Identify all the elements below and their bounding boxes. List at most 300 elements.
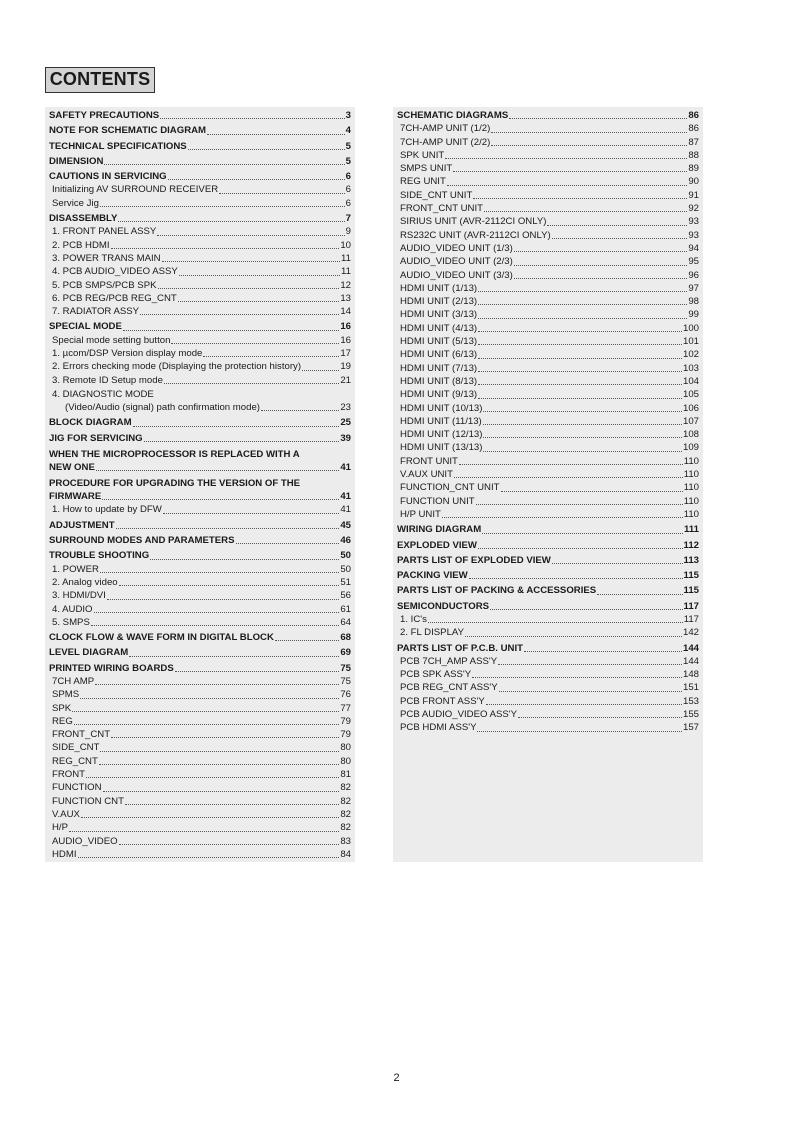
toc-entry[interactable] bbox=[49, 265, 351, 278]
toc-entry[interactable] bbox=[49, 549, 351, 562]
toc-entry[interactable] bbox=[397, 175, 699, 188]
toc-entry[interactable] bbox=[49, 741, 351, 754]
toc-entry-page: 91 bbox=[688, 189, 699, 201]
dot-leader bbox=[86, 777, 339, 778]
page-title: CONTENTS bbox=[45, 67, 155, 93]
dot-leader bbox=[107, 599, 339, 600]
dot-leader bbox=[447, 185, 687, 186]
toc-entry[interactable] bbox=[397, 375, 699, 388]
toc-entry-label: PRINTED WIRING BOARDS bbox=[49, 662, 174, 674]
toc-entry-page: 39 bbox=[340, 432, 351, 444]
toc-entry-page: 108 bbox=[682, 429, 699, 441]
toc-entry-page: 87 bbox=[688, 136, 699, 148]
toc-entry[interactable] bbox=[49, 320, 351, 333]
toc-entry[interactable] bbox=[397, 668, 699, 681]
toc-entry[interactable] bbox=[397, 721, 699, 734]
dot-leader bbox=[478, 384, 682, 385]
toc-entry[interactable] bbox=[49, 675, 351, 688]
toc-entry-page: 5 bbox=[345, 155, 351, 167]
toc-entry[interactable] bbox=[49, 239, 351, 252]
dot-leader bbox=[111, 737, 339, 738]
toc-entry-label: SURROUND MODES AND PARAMETERS bbox=[49, 535, 235, 547]
toc-entry-page: 21 bbox=[340, 374, 351, 386]
toc-entry-page: 101 bbox=[682, 336, 699, 348]
toc-entry[interactable] bbox=[397, 495, 699, 508]
toc-entry[interactable] bbox=[397, 149, 699, 162]
toc-entry-label: 2. FL DISPLAY bbox=[400, 627, 464, 639]
toc-entry-label: SMPS UNIT bbox=[400, 163, 453, 175]
toc-entry-label: JIG FOR SERVICING bbox=[49, 432, 143, 444]
toc-entry[interactable] bbox=[49, 374, 351, 387]
toc-entry-label: SPECIAL MODE bbox=[49, 321, 122, 333]
toc-entry-page: 51 bbox=[340, 576, 351, 588]
toc-entry-page: 99 bbox=[688, 309, 699, 321]
toc-entry-page: 88 bbox=[688, 149, 699, 161]
toc-entry[interactable] bbox=[49, 447, 351, 461]
toc-entry[interactable] bbox=[397, 295, 699, 308]
toc-entry-label: HDMI UNIT (3/13) bbox=[400, 309, 478, 321]
dot-leader bbox=[478, 344, 682, 345]
toc-entry-label: FRONT bbox=[52, 769, 86, 781]
toc-entry-page: 69 bbox=[340, 647, 351, 659]
toc-entry-page: 110 bbox=[683, 455, 699, 467]
dot-leader bbox=[111, 248, 340, 249]
toc-entry-label: 2. Analog video bbox=[52, 576, 118, 588]
toc-entry-label: 1. How to update by DFW bbox=[52, 504, 162, 516]
toc-entry-page: 105 bbox=[682, 389, 699, 401]
dot-leader bbox=[203, 356, 339, 357]
toc-entry-page: 77 bbox=[340, 702, 351, 714]
toc-entry[interactable] bbox=[49, 835, 351, 848]
toc-entry-page: 82 bbox=[340, 795, 351, 807]
dot-leader bbox=[236, 543, 340, 544]
dot-leader bbox=[158, 288, 340, 289]
toc-entry[interactable] bbox=[49, 768, 351, 781]
toc-entry-page: 113 bbox=[683, 554, 699, 566]
toc-entry-label: H/P UNIT bbox=[400, 508, 441, 520]
toc-entry-page: 50 bbox=[340, 550, 351, 562]
toc-entry-label: DIMENSION bbox=[49, 155, 104, 167]
toc-entry-label: HDMI UNIT (4/13) bbox=[400, 322, 478, 334]
dot-leader bbox=[144, 441, 340, 442]
toc-entry[interactable] bbox=[49, 225, 351, 238]
toc-entry[interactable] bbox=[49, 305, 351, 318]
toc-entry-label: 7CH-AMP UNIT (2/2) bbox=[400, 136, 491, 148]
toc-entry-page: 98 bbox=[688, 296, 699, 308]
toc-entry-page: 97 bbox=[688, 282, 699, 294]
toc-entry[interactable] bbox=[49, 688, 351, 701]
toc-entry-label: 1. IC's bbox=[400, 613, 427, 625]
toc-entry[interactable] bbox=[49, 848, 351, 861]
toc-entry-label: REG bbox=[52, 715, 73, 727]
toc-entry[interactable] bbox=[49, 212, 351, 225]
toc-entry-label: SAFETY PRECAUTIONS bbox=[49, 110, 160, 121]
dot-leader bbox=[478, 304, 687, 305]
toc-entry-page: 82 bbox=[340, 782, 351, 794]
dot-leader bbox=[509, 118, 687, 119]
toc-entry-page: 16 bbox=[340, 334, 351, 346]
toc-entry[interactable] bbox=[49, 292, 351, 305]
toc-entry[interactable] bbox=[397, 481, 699, 494]
toc-entry-page: 93 bbox=[688, 216, 699, 228]
toc-entry[interactable] bbox=[397, 441, 699, 454]
toc-entry-page: 110 bbox=[683, 495, 699, 507]
toc-entry-page: 14 bbox=[340, 306, 351, 318]
dot-leader bbox=[552, 563, 683, 564]
toc-entry[interactable] bbox=[49, 252, 351, 265]
toc-entry-label: REG UNIT bbox=[400, 176, 446, 188]
dot-leader bbox=[175, 671, 340, 672]
toc-entry[interactable] bbox=[397, 626, 699, 639]
toc-entry-label: FRONT_CNT UNIT bbox=[400, 203, 483, 215]
dot-leader bbox=[102, 499, 339, 500]
toc-entry-label: WIRING DIAGRAM bbox=[397, 524, 482, 536]
toc-entry-label: TROUBLE SHOOTING bbox=[49, 550, 150, 562]
toc-entry-label: 4. AUDIO bbox=[52, 603, 93, 615]
toc-entry[interactable] bbox=[397, 122, 699, 135]
dot-leader bbox=[91, 625, 339, 626]
dot-leader bbox=[116, 528, 340, 529]
dot-leader bbox=[514, 265, 687, 266]
toc-entry[interactable] bbox=[49, 140, 351, 153]
toc-entry-page: 12 bbox=[340, 279, 351, 291]
dot-leader bbox=[261, 410, 339, 411]
toc-entry-label: CAUTIONS IN SERVICING bbox=[49, 171, 167, 183]
dot-leader bbox=[96, 470, 339, 471]
dot-leader bbox=[160, 118, 344, 119]
dot-leader bbox=[486, 704, 682, 705]
toc-entry[interactable] bbox=[397, 455, 699, 468]
toc-entry-label: FUNCTION UNIT bbox=[400, 495, 475, 507]
toc-entry-label: PCB AUDIO_VIDEO ASS'Y bbox=[400, 709, 517, 721]
toc-entry-label: 5. PCB SMPS/PCB SPK bbox=[52, 279, 157, 291]
toc-entry[interactable] bbox=[49, 576, 351, 589]
toc-entry[interactable] bbox=[397, 388, 699, 401]
toc-entry-label: PCB 7CH_AMP ASS'Y bbox=[400, 655, 498, 667]
dot-leader bbox=[157, 235, 344, 236]
toc-entry-page: 112 bbox=[683, 539, 699, 551]
toc-entry[interactable] bbox=[397, 539, 699, 552]
toc-entry[interactable] bbox=[49, 755, 351, 768]
toc-entry-page: 50 bbox=[340, 563, 351, 575]
toc-entry-page: 96 bbox=[688, 269, 699, 281]
dot-leader bbox=[514, 278, 687, 279]
toc-entry-page: 102 bbox=[682, 349, 699, 361]
toc-entry[interactable] bbox=[49, 589, 351, 602]
toc-entry[interactable] bbox=[49, 155, 351, 168]
toc-entry-page: 103 bbox=[682, 362, 699, 374]
dot-leader bbox=[119, 585, 340, 586]
toc-entry-label: HDMI UNIT (9/13) bbox=[400, 389, 478, 401]
dot-leader bbox=[454, 477, 683, 478]
toc-entry[interactable] bbox=[397, 348, 699, 361]
toc-entry[interactable] bbox=[397, 308, 699, 321]
toc-entry-page: 144 bbox=[682, 655, 699, 667]
toc-entry-page: 104 bbox=[682, 375, 699, 387]
toc-entry[interactable] bbox=[397, 523, 699, 536]
toc-entry-label: TECHNICAL SPECIFICATIONS bbox=[49, 140, 187, 152]
toc-entry[interactable] bbox=[397, 600, 699, 613]
toc-entry[interactable] bbox=[49, 461, 351, 474]
toc-right-column bbox=[393, 107, 703, 862]
toc-entry[interactable] bbox=[397, 584, 699, 597]
dot-leader bbox=[478, 331, 682, 332]
toc-entry[interactable] bbox=[397, 655, 699, 668]
toc-entry[interactable] bbox=[397, 229, 699, 242]
toc-entry[interactable] bbox=[397, 695, 699, 708]
page-number: 2 bbox=[393, 1072, 400, 1084]
toc-entry[interactable] bbox=[49, 490, 351, 503]
toc-entry[interactable] bbox=[397, 362, 699, 375]
toc-entry-label: LEVEL DIAGRAM bbox=[49, 647, 129, 659]
dot-leader bbox=[118, 221, 344, 222]
toc-entry-label: PCB FRONT ASS'Y bbox=[400, 695, 485, 707]
toc-entry-page: 6 bbox=[345, 171, 351, 183]
toc-entry-page: 17 bbox=[340, 348, 351, 360]
toc-entry-page: 86 bbox=[688, 123, 699, 135]
dot-leader bbox=[179, 275, 340, 276]
toc-entry-label: SIDE_CNT UNIT bbox=[400, 189, 473, 201]
toc-entry[interactable] bbox=[49, 563, 351, 576]
toc-entry[interactable] bbox=[397, 269, 699, 282]
toc-entry-page: 90 bbox=[688, 176, 699, 188]
dot-leader bbox=[178, 301, 340, 302]
dot-leader bbox=[100, 206, 345, 207]
toc-entry-page: 80 bbox=[340, 742, 351, 754]
toc-entry[interactable] bbox=[49, 279, 351, 292]
toc-entry-label: PACKING VIEW bbox=[397, 570, 468, 582]
dot-leader bbox=[482, 533, 683, 534]
toc-entry[interactable] bbox=[397, 255, 699, 268]
toc-entry-label: Special mode setting button bbox=[52, 334, 171, 346]
toc-entry-page: 111 bbox=[684, 524, 699, 536]
toc-entry-page: 89 bbox=[688, 163, 699, 175]
toc-entry[interactable] bbox=[397, 136, 699, 149]
toc-entry-label: CLOCK FLOW & WAVE FORM IN DIGITAL BLOCK bbox=[49, 632, 274, 644]
dot-leader bbox=[163, 513, 339, 514]
toc-entry-page: 144 bbox=[682, 642, 699, 654]
toc-entry[interactable] bbox=[49, 603, 351, 616]
dot-leader bbox=[69, 831, 339, 832]
toc-entry[interactable] bbox=[397, 681, 699, 694]
toc-entry[interactable] bbox=[397, 613, 699, 626]
toc-entry-page: 110 bbox=[683, 482, 699, 494]
toc-entry[interactable] bbox=[49, 781, 351, 794]
toc-entry-label: HDMI UNIT (13/13) bbox=[400, 442, 483, 454]
toc-entry-label: HDMI UNIT (1/13) bbox=[400, 282, 478, 294]
toc-entry[interactable] bbox=[49, 347, 351, 360]
toc-entry[interactable] bbox=[49, 401, 351, 414]
dot-leader bbox=[302, 370, 339, 371]
toc-entry-page: 107 bbox=[682, 415, 699, 427]
toc-entry[interactable] bbox=[397, 242, 699, 255]
toc-entry-label: PCB REG_CNT ASS'Y bbox=[400, 682, 498, 694]
toc-entry[interactable] bbox=[49, 808, 351, 821]
dot-leader bbox=[125, 804, 339, 805]
toc-entry[interactable] bbox=[49, 360, 351, 373]
toc-entry[interactable] bbox=[397, 322, 699, 335]
toc-entry-label: 7CH AMP bbox=[52, 675, 95, 687]
toc-entry-label: HDMI UNIT (11/13) bbox=[400, 415, 482, 427]
toc-entry[interactable] bbox=[49, 646, 351, 659]
toc-entry-label: DISASSEMBLY bbox=[49, 213, 118, 225]
toc-entry[interactable] bbox=[49, 715, 351, 728]
toc-entry-page: 13 bbox=[340, 292, 351, 304]
toc-entry-page: 82 bbox=[340, 808, 351, 820]
toc-entry[interactable] bbox=[397, 402, 699, 415]
toc-entry-page: 94 bbox=[688, 242, 699, 254]
toc-entry[interactable] bbox=[49, 197, 351, 210]
toc-entry[interactable] bbox=[397, 569, 699, 582]
toc-entry-label: SPK bbox=[52, 702, 72, 714]
toc-entry-label: HDMI UNIT (7/13) bbox=[400, 362, 478, 374]
toc-entry-label: Service Jig bbox=[52, 197, 99, 209]
toc-entry[interactable] bbox=[397, 282, 699, 295]
toc-entry[interactable] bbox=[397, 189, 699, 202]
dot-leader bbox=[94, 612, 340, 613]
toc-entry-label: PCB HDMI ASS'Y bbox=[400, 722, 477, 734]
dot-leader bbox=[491, 145, 687, 146]
toc-entry[interactable] bbox=[49, 728, 351, 741]
dot-leader bbox=[78, 857, 340, 858]
toc-entry[interactable] bbox=[397, 554, 699, 567]
toc-entry-label: H/P bbox=[52, 822, 68, 834]
toc-entry[interactable] bbox=[49, 631, 351, 644]
toc-entry-page: 46 bbox=[340, 535, 351, 547]
dot-leader bbox=[483, 437, 682, 438]
toc-entry-page: 142 bbox=[682, 627, 699, 639]
toc-entry-label: SIRIUS UNIT (AVR-2112CI ONLY) bbox=[400, 216, 547, 228]
dot-leader bbox=[207, 134, 345, 135]
toc-entry-label: 7. RADIATOR ASSY bbox=[52, 306, 140, 318]
dot-leader bbox=[95, 684, 339, 685]
toc-entry[interactable] bbox=[397, 215, 699, 228]
toc-entry[interactable] bbox=[49, 476, 351, 490]
toc-entry-page: 41 bbox=[340, 491, 351, 503]
toc-entry[interactable] bbox=[49, 821, 351, 834]
toc-entry[interactable] bbox=[397, 468, 699, 481]
toc-entry[interactable] bbox=[397, 642, 699, 655]
toc-entry[interactable] bbox=[49, 416, 351, 429]
toc-entry-label: HDMI UNIT (8/13) bbox=[400, 375, 478, 387]
toc-entry[interactable] bbox=[397, 508, 699, 521]
toc-left-column bbox=[45, 107, 355, 862]
toc-entry-page: 9 bbox=[345, 226, 351, 238]
dot-leader bbox=[442, 517, 683, 518]
toc-entry-page: 155 bbox=[682, 709, 699, 721]
toc-entry[interactable] bbox=[49, 662, 351, 675]
dot-leader bbox=[524, 651, 682, 652]
toc-entry-page: 109 bbox=[682, 442, 699, 454]
toc-entry-page: 93 bbox=[688, 229, 699, 241]
dot-leader bbox=[99, 764, 339, 765]
toc-entry-page: 3 bbox=[345, 110, 351, 121]
dot-leader bbox=[478, 358, 682, 359]
toc-entry[interactable] bbox=[397, 109, 699, 122]
toc-entry[interactable] bbox=[49, 503, 351, 516]
dot-leader bbox=[140, 314, 339, 315]
toc-entry-page: 64 bbox=[340, 616, 351, 628]
dot-leader bbox=[275, 640, 339, 641]
toc-entry-page: 11 bbox=[341, 252, 351, 264]
toc-entry-label: HDMI UNIT (12/13) bbox=[400, 429, 483, 441]
toc-entry[interactable] bbox=[397, 162, 699, 175]
toc-entry[interactable] bbox=[397, 708, 699, 721]
dot-leader bbox=[459, 464, 683, 465]
toc-entry[interactable] bbox=[49, 334, 351, 347]
toc-entry-label: HDMI UNIT (2/13) bbox=[400, 296, 478, 308]
toc-entry[interactable] bbox=[397, 415, 699, 428]
dot-leader bbox=[491, 132, 687, 133]
toc-entry[interactable] bbox=[397, 428, 699, 441]
toc-entry-label: AUDIO_VIDEO UNIT (2/3) bbox=[400, 256, 513, 268]
toc-entry[interactable] bbox=[49, 183, 351, 196]
toc-entry-label: 5. SMPS bbox=[52, 616, 90, 628]
toc-entry-page: 6 bbox=[345, 197, 351, 209]
toc-entry-page: 115 bbox=[683, 585, 699, 597]
dot-leader bbox=[483, 424, 682, 425]
dot-leader bbox=[119, 844, 340, 845]
dot-leader bbox=[428, 622, 683, 623]
toc-entry[interactable] bbox=[49, 432, 351, 445]
toc-entry[interactable] bbox=[49, 795, 351, 808]
toc-entry-page: 6 bbox=[345, 184, 351, 196]
dot-leader bbox=[465, 636, 682, 637]
toc-entry-page: 41 bbox=[340, 461, 351, 473]
dot-leader bbox=[150, 559, 339, 560]
dot-leader bbox=[501, 491, 683, 492]
dot-leader bbox=[72, 711, 339, 712]
toc-entry-page: 92 bbox=[688, 203, 699, 215]
toc-entry-label: (Video/Audio (signal) path confirmation mode) bbox=[65, 401, 260, 413]
toc-entry[interactable] bbox=[49, 124, 351, 137]
dot-leader bbox=[100, 572, 339, 573]
toc-entry-label: PCB SPK ASS'Y bbox=[400, 669, 472, 681]
toc-entry[interactable] bbox=[49, 387, 351, 401]
toc-entry[interactable] bbox=[49, 519, 351, 532]
toc-entry-page: 117 bbox=[683, 600, 699, 612]
toc-entry-page: 82 bbox=[340, 822, 351, 834]
dot-leader bbox=[162, 261, 340, 262]
toc-entry-label: SCHEMATIC DIAGRAMS bbox=[397, 110, 509, 121]
dot-leader bbox=[472, 677, 682, 678]
toc-entry-page: 84 bbox=[340, 848, 351, 860]
dot-leader bbox=[478, 371, 682, 372]
dot-leader bbox=[478, 548, 683, 549]
toc-entry[interactable] bbox=[49, 170, 351, 183]
toc-entry-page: 95 bbox=[688, 256, 699, 268]
toc-entry-label: HDMI UNIT (10/13) bbox=[400, 402, 483, 414]
toc-entry[interactable] bbox=[397, 335, 699, 348]
toc-entry-page: 83 bbox=[340, 835, 351, 847]
toc-entry[interactable] bbox=[49, 616, 351, 629]
toc-entry[interactable] bbox=[49, 702, 351, 715]
toc-entry-label: FRONT UNIT bbox=[400, 455, 458, 467]
toc-entry[interactable] bbox=[49, 109, 351, 122]
toc-entry-label: V.AUX UNIT bbox=[400, 469, 453, 481]
toc-entry-page: 148 bbox=[682, 669, 699, 681]
toc-entry-label: 3. HDMI/DVI bbox=[52, 590, 106, 602]
dot-leader bbox=[490, 609, 682, 610]
toc-entry-label: PARTS LIST OF P.C.B. UNIT bbox=[397, 642, 523, 654]
dot-leader bbox=[81, 817, 339, 818]
toc-entry-page: 79 bbox=[340, 729, 351, 741]
toc-entry-label: 6. PCB REG/PCB REG_CNT bbox=[52, 292, 177, 304]
toc-entry-page: 10 bbox=[340, 239, 351, 251]
toc-entry[interactable] bbox=[49, 534, 351, 547]
toc-entry[interactable] bbox=[397, 202, 699, 215]
dot-leader bbox=[478, 291, 687, 292]
